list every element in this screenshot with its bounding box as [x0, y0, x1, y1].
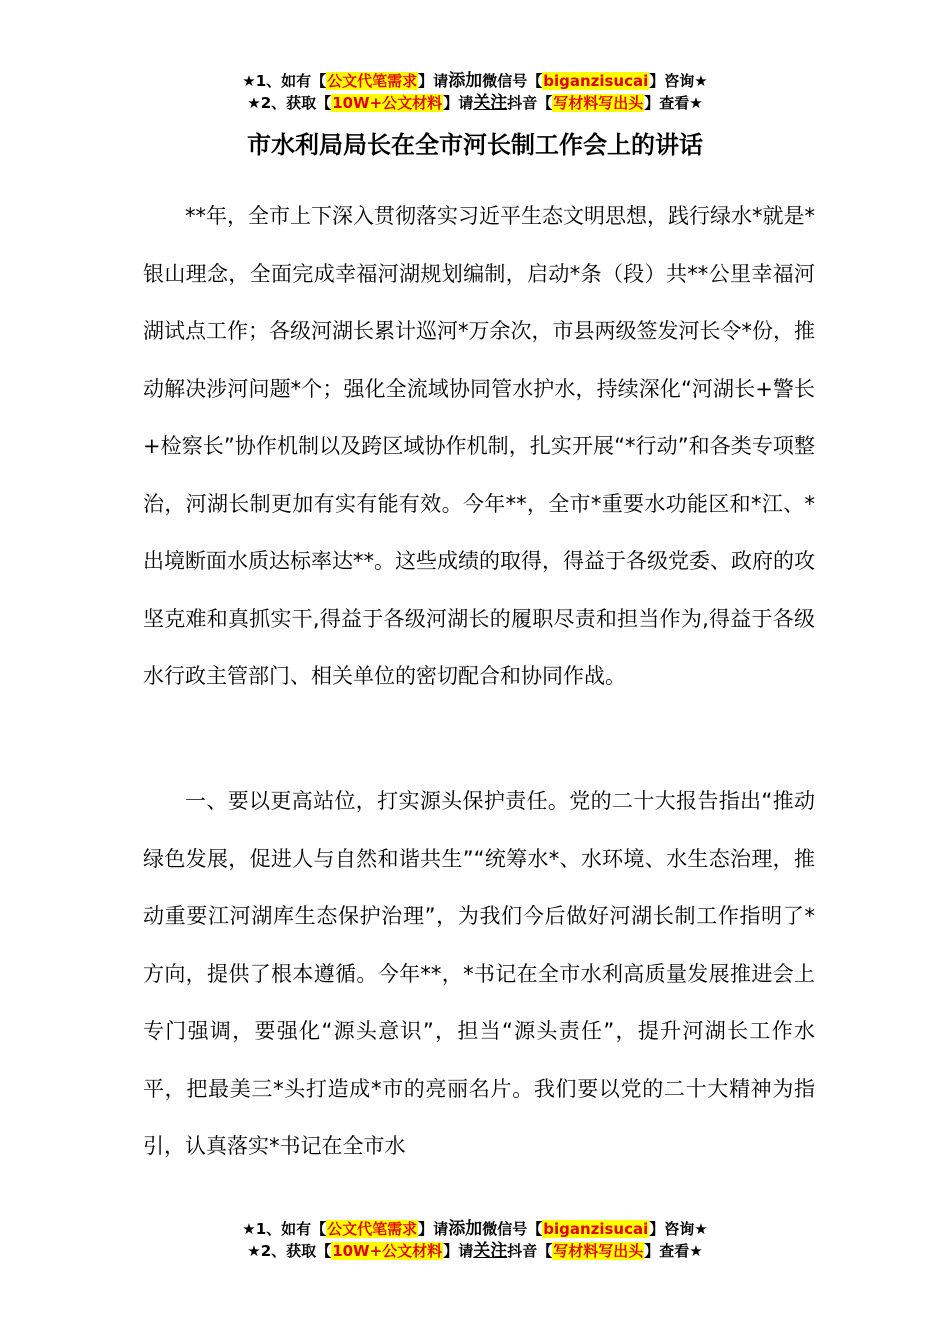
- footer-promo-line-1-text: 】请: [418, 1220, 449, 1238]
- promo-line-1-text-2: 微信号【: [482, 72, 543, 90]
- footer-promo-highlight-service: 公文代笔需求: [327, 1220, 418, 1238]
- footer-promo-highlight-materials: 10W+公文材料: [332, 1242, 443, 1260]
- document-title: 市水利局局长在全市河长制工作会上的讲话: [247, 131, 703, 159]
- promo-line-1-text: 】请: [418, 72, 449, 90]
- footer-promo-line-2: [0, 1240, 950, 1262]
- promo-highlight-service: 公文代笔需求: [327, 72, 418, 90]
- footer-promo-line-1-text-2: 微信号【: [482, 1220, 543, 1238]
- footer-promo-line-2-text: 】请: [443, 1242, 474, 1260]
- footer-promo-line-2-text-2: 抖音【: [507, 1242, 553, 1260]
- paragraph-2: 一、要以更高站位，打实源头保护责任。党的二十大报告指出“推动绿色发展，促进人与自然和谐共生”“统筹水*、水环境、水生态治理，推动重要江河湖库生态保护治理”，为我们今后做好河湖长制工作指明了*方向，提供了根本遵循。今年**，*书记在全市水利高质量发展推进会上专门强调，要强化“源头意识”，担当“源头责任”，提升河湖长工作水平，把最美三*头打造成*市的亮丽名片。我们要以党的二十大精神为指引，认真落实*书记在全市水: [143, 789, 815, 1158]
- footer-promo-line-2-suffix: 】查看★: [644, 1242, 703, 1260]
- promo-line-1: [0, 70, 950, 92]
- footer-promo-line-1-suffix: 】咨询★: [649, 1220, 708, 1238]
- promo-highlight-wechat-id: biganzisucai: [543, 72, 649, 90]
- promo-line-2-prefix: ★2、获取【: [247, 94, 332, 112]
- footer-promo-emphasis-follow: 关注: [473, 1241, 508, 1261]
- promo-emphasis-follow: 关注: [473, 93, 508, 113]
- promo-line-1-suffix: 】咨询★: [649, 72, 708, 90]
- footer-promo-line-1: [0, 1218, 950, 1240]
- promo-emphasis-add: 添加: [448, 71, 483, 91]
- footer-promo-emphasis-add: 添加: [448, 1219, 483, 1239]
- promo-line-2-text-2: 抖音【: [507, 94, 553, 112]
- header-promo-banner: [0, 70, 950, 114]
- document-body-1: [143, 188, 815, 706]
- promo-highlight-materials: 10W+公文材料: [332, 94, 443, 112]
- promo-highlight-douyin-account: 写材料写出头: [553, 94, 644, 112]
- document-body-2: [143, 773, 815, 1176]
- footer-promo-line-1-prefix: ★1、如有【: [242, 1220, 327, 1238]
- promo-line-2: [0, 92, 950, 114]
- promo-line-2-text: 】请: [443, 94, 474, 112]
- paragraph-1: **年，全市上下深入贯彻落实习近平生态文明思想，践行绿水*就是*银山理念，全面完成幸福河湖规划编制，启动*条（段）共**公里幸福河湖试点工作；各级河湖长累计巡河*万余次，市县两级签发河长令*份，推动解决涉河问题*个；强化全流域协同管水护水，持续深化“河湖长+警长+检察长”协作机制以及跨区域协作机制，扎实开展“*行动”和各类专项整治，河湖长制更加有实有能有效。今年**，全市*重要水功能区和*江、*出境断面水质达标率达**。这些成绩的取得，得益于各级党委、政府的攻坚克难和真抓实干,得益于各级河湖长的履职尽责和担当作为,得益于各级水行政主管部门、相关单位的密切配合和协同作战。: [143, 204, 815, 688]
- promo-line-1-prefix: ★1、如有【: [242, 72, 327, 90]
- footer-promo-highlight-douyin-account: 写材料写出头: [553, 1242, 644, 1260]
- footer-promo-line-2-prefix: ★2、获取【: [247, 1242, 332, 1260]
- promo-line-2-suffix: 】查看★: [644, 94, 703, 112]
- footer-promo-banner: [0, 1218, 950, 1262]
- footer-promo-highlight-wechat-id: biganzisucai: [543, 1220, 649, 1238]
